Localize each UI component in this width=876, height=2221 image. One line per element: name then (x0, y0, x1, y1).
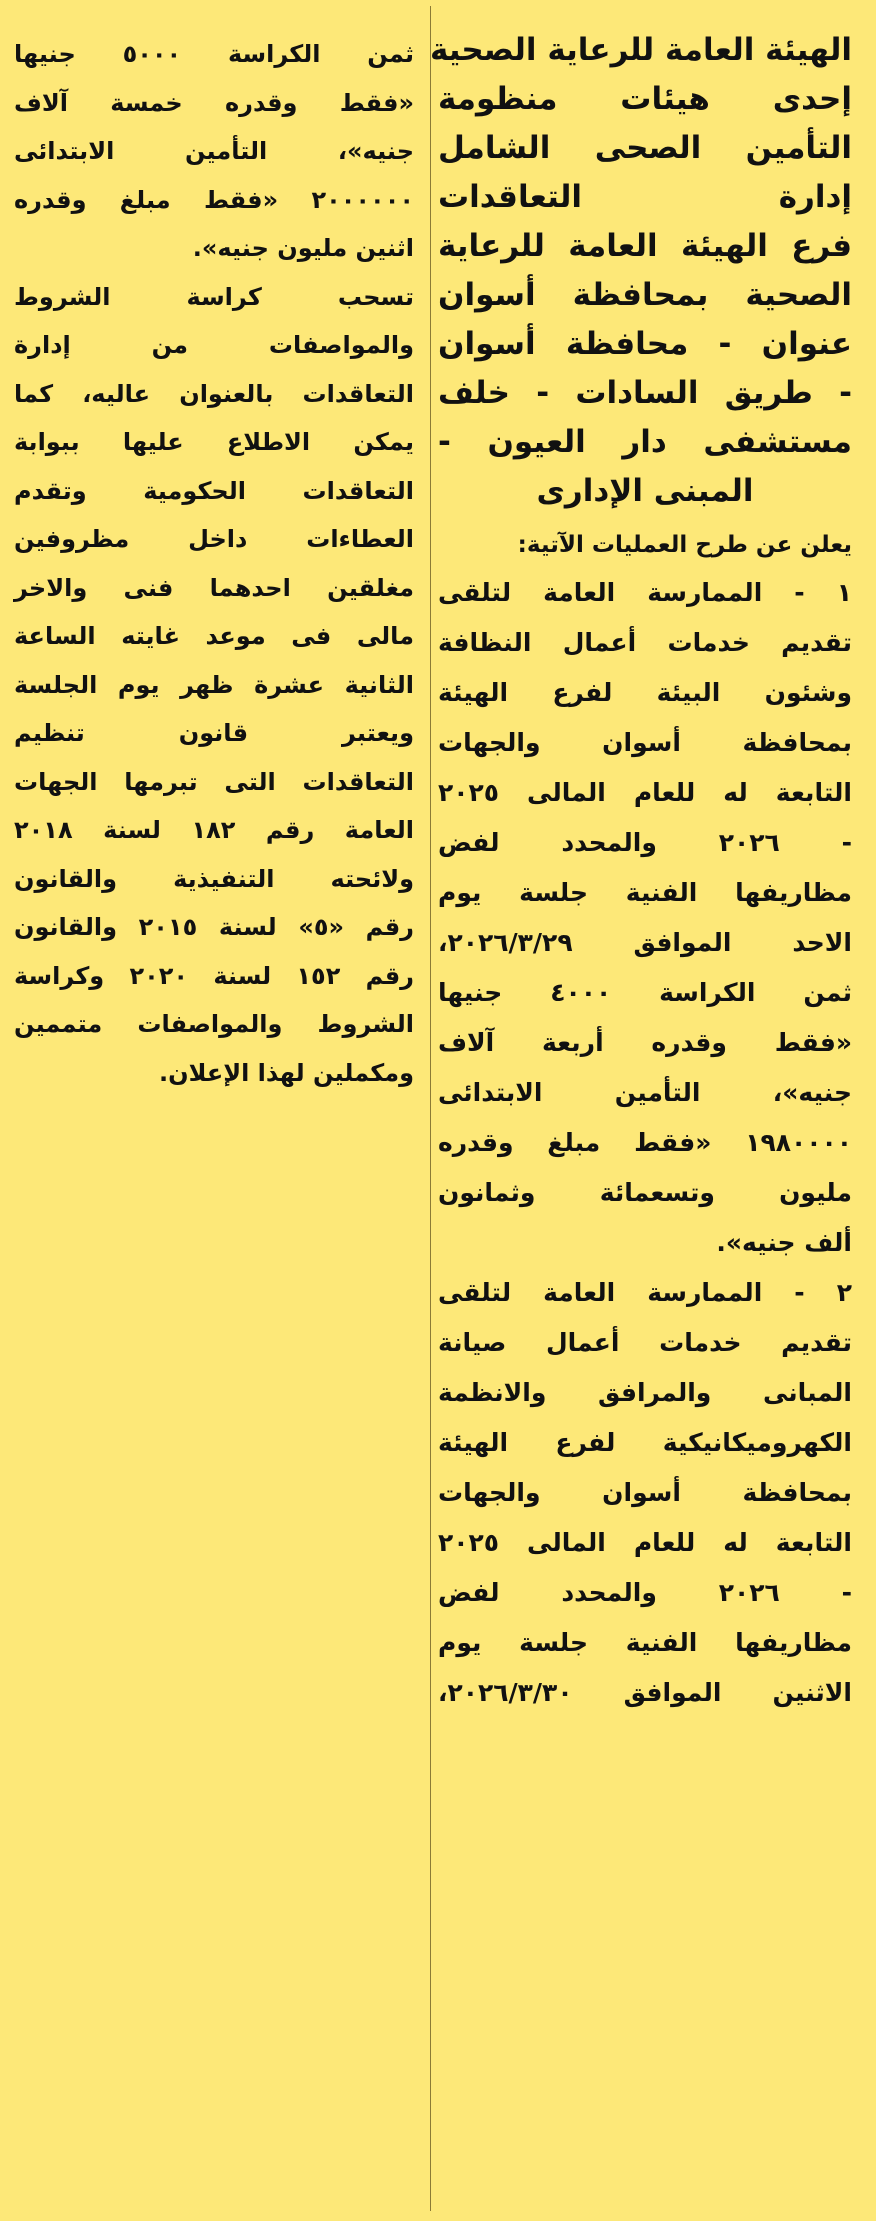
item-line: الاحد الموافق ٢٠٢٦/٣/٢٩، (438, 928, 852, 957)
item-line: بمحافظة أسوان والجهات (438, 728, 852, 757)
left-line: تسحب كراسة الشروط (14, 282, 414, 311)
intro-text: يعلن عن طرح العمليات الآتية: (517, 532, 852, 558)
header-line: فرع الهيئة العامة للرعاية (438, 228, 852, 264)
left-line: ويعتبر قانون تنظيم (14, 719, 414, 747)
item-line: وشئون البيئة لفرع الهيئة (438, 678, 852, 707)
left-line: رقم ١٥٢ لسنة ٢٠٢٠ وكراسة (14, 961, 414, 990)
left-line: التعاقدات بالعنوان عاليه، كما (14, 379, 414, 408)
left-line: «فقط وقدره خمسة آلاف (14, 88, 414, 117)
item-line: ثمن الكراسة ٤٠٠٠ جنيها (438, 978, 852, 1007)
right-column (429, 26, 852, 1718)
item-line: التابعة له للعام المالى ٢٠٢٥ (438, 1528, 852, 1557)
header-line: إدارة التعاقدات (438, 179, 852, 215)
left-line: ومكملين لهذا الإعلان. (159, 1058, 414, 1087)
item-line: تقديم خدمات أعمال صيانة (438, 1328, 852, 1357)
header-line: عنوان - محافظة أسوان (438, 326, 852, 362)
header-line: الهيئة العامة للرعاية الصحية (429, 32, 852, 68)
left-line: مالى فى موعد غايته الساعة (14, 622, 414, 650)
announcement-header (429, 26, 852, 516)
item-line: مظاريفها الفنية جلسة يوم (438, 878, 852, 907)
item-line: مليون وتسعمائة وثمانون (438, 1178, 852, 1207)
left-line: العامة رقم ١٨٢ لسنة ٢٠١٨ (14, 816, 414, 844)
item-line: جنيه»، التأمين الابتدائى (438, 1078, 852, 1107)
item-line: ١٩٨٠٠٠٠ «فقط مبلغ وقدره (438, 1128, 852, 1157)
left-line: اثنين مليون جنيه». (192, 234, 414, 262)
header-line: التأمين الصحى الشامل (438, 130, 852, 166)
header-line: مستشفى دار العيون - (438, 424, 852, 460)
header-line: الصحية بمحافظة أسوان (438, 277, 852, 313)
left-column (14, 30, 414, 1097)
item-line: تقديم خدمات أعمال النظافة (438, 628, 852, 657)
item-line: المبانى والمرافق والانظمة (438, 1378, 852, 1407)
item-line: - ٢٠٢٦ والمحدد لفض (438, 1578, 852, 1607)
left-line: ولائحته التنفيذية والقانون (14, 864, 414, 893)
left-line: ٢٠٠٠٠٠٠ «فقط مبلغ وقدره (14, 185, 414, 214)
left-line: يمكن الاطلاع عليها ببوابة (14, 428, 414, 456)
left-line: مغلقين احدهما فنى والاخر (14, 573, 414, 602)
item-line: ٢ - الممارسة العامة لتلقى (438, 1278, 852, 1307)
item-line: مظاريفها الفنية جلسة يوم (438, 1628, 852, 1657)
tender-item-2 (438, 1268, 852, 1718)
left-line: جنيه»، التأمين الابتدائى (14, 137, 414, 165)
left-line: التعاقدات التى تبرمها الجهات (14, 767, 414, 796)
item-line: الكهروميكانيكية لفرع الهيئة (438, 1428, 852, 1457)
item-line: «فقط وقدره أربعة آلاف (438, 1028, 852, 1057)
item-line: ١ - الممارسة العامة لتلقى (438, 578, 852, 607)
left-line: التعاقدات الحكومية وتقدم (14, 476, 414, 505)
left-line: رقم «٥» لسنة ٢٠١٥ والقانون (14, 913, 414, 941)
left-line: الشروط والمواصفات متممين (14, 1010, 414, 1038)
item-line: بمحافظة أسوان والجهات (438, 1478, 852, 1507)
tender-item-1 (438, 568, 852, 1268)
left-line: والمواصفات من إدارة (14, 331, 414, 359)
left-line: ثمن الكراسة ٥٠٠٠ جنيها (14, 40, 414, 68)
header-line: المبنى الإدارى (536, 473, 754, 509)
header-line: إحدى هيئات منظومة (438, 81, 852, 117)
item-line: التابعة له للعام المالى ٢٠٢٥ (438, 778, 852, 807)
column-divider (430, 6, 431, 2211)
left-line: العطاءات داخل مظروفين (14, 525, 414, 553)
item-line: ألف جنيه». (716, 1228, 852, 1257)
left-line: الثانية عشرة ظهر يوم الجلسة (14, 670, 414, 699)
item-line: - ٢٠٢٦ والمحدد لفض (438, 828, 852, 857)
item-line: الاثنين الموافق ٢٠٢٦/٣/٣٠، (438, 1678, 852, 1707)
header-line: - طريق السادات - خلف (438, 375, 852, 411)
